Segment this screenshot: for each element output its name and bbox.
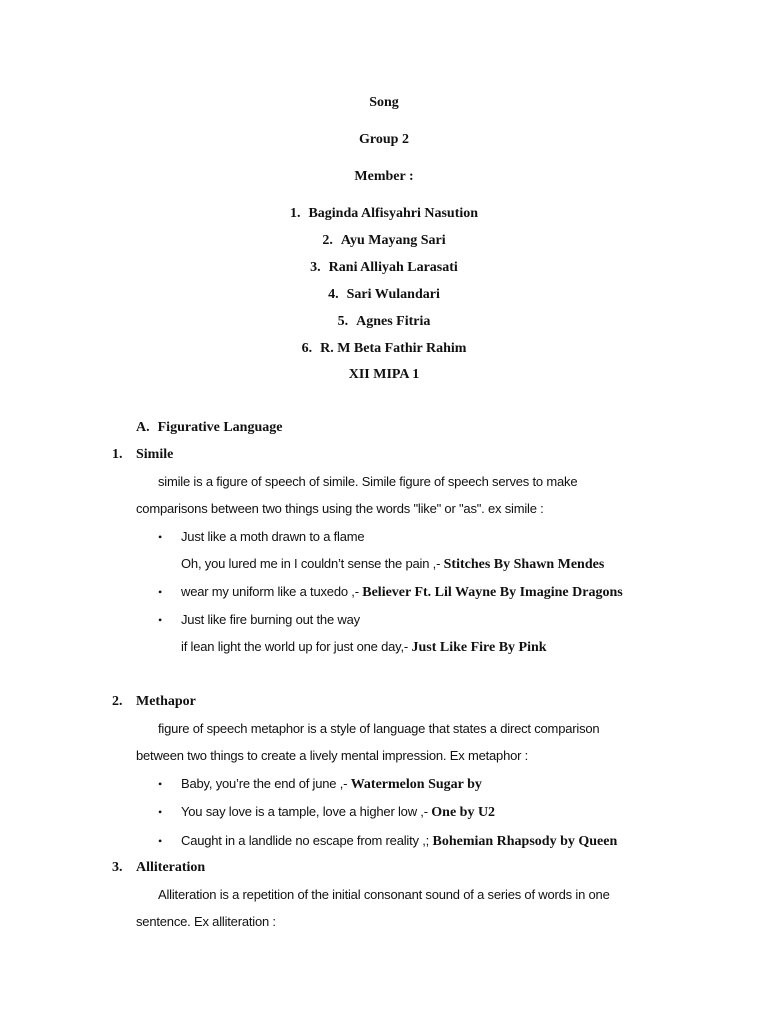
bullet-icon: • xyxy=(158,585,163,599)
member-number: 1. xyxy=(289,206,301,221)
lyric-text: wear my uniform like a tuxedo ,- xyxy=(181,584,363,599)
section-heading xyxy=(136,419,282,437)
bullet-icon: • xyxy=(158,613,163,627)
member-number: 6. xyxy=(301,341,313,356)
simile-example-1-line-1: Just like a moth drawn to a flame xyxy=(181,529,365,544)
bullet-icon: • xyxy=(158,530,163,544)
song-credit: Just Like Fire By Pink xyxy=(411,640,547,655)
subsection-title: Simile xyxy=(136,447,174,462)
subsection-number: 2. xyxy=(112,694,123,709)
simile-example-3-line-2 xyxy=(181,638,547,657)
subsection-heading-metaphor xyxy=(112,693,196,711)
song-credit: Watermelon Sugar by xyxy=(350,777,482,792)
lyric-text: Oh, you lured me in I couldn’t sense the pain ,- xyxy=(181,556,444,571)
metaphor-example-2 xyxy=(181,803,495,822)
lyric-text: if lean light the world up for just one day,- xyxy=(181,639,412,654)
member-item xyxy=(0,286,768,304)
member-name: Baginda Alfisyahri Nasution xyxy=(308,206,479,221)
song-credit: Stitches By Shawn Mendes xyxy=(443,557,605,572)
bullet-icon: • xyxy=(158,834,163,848)
member-name: Agnes Fitria xyxy=(356,314,431,329)
simile-desc-line-2: comparisons between two things using the words "like" or "as". ex simile : xyxy=(136,501,544,516)
lyric-text: Baby, you’re the end of june ,- xyxy=(181,776,351,791)
member-label: Member : xyxy=(354,169,414,184)
class-label: XII MIPA 1 xyxy=(348,367,420,382)
section-title: Figurative Language xyxy=(157,420,283,435)
member-item xyxy=(0,313,768,331)
member-item xyxy=(0,340,768,358)
member-number: 4. xyxy=(328,287,339,302)
song-credit: Believer Ft. Lil Wayne By Imagine Dragons xyxy=(362,585,623,600)
lyric-text: Caught in a landlide no escape from reality ,; xyxy=(181,833,433,848)
member-number: 3. xyxy=(310,260,321,275)
metaphor-example-3 xyxy=(181,832,617,851)
member-number: 5. xyxy=(337,314,349,329)
alliteration-desc-line-2: sentence. Ex alliteration : xyxy=(136,914,276,929)
member-name: Sari Wulandari xyxy=(346,287,440,302)
subsection-heading-alliteration xyxy=(112,859,205,877)
metaphor-example-1 xyxy=(181,775,482,794)
lyric-text: You say love is a tample, love a higher low ,- xyxy=(181,804,432,819)
member-name: Rani Alliyah Larasati xyxy=(328,260,458,275)
song-credit: One by U2 xyxy=(431,805,496,820)
simile-example-1-line-2 xyxy=(181,555,604,574)
member-item xyxy=(0,259,768,277)
section-letter: A. xyxy=(136,420,150,435)
member-number: 2. xyxy=(322,233,333,248)
simile-example-2 xyxy=(181,583,623,602)
member-item xyxy=(0,232,768,250)
alliteration-desc-line-1: Alliteration is a repetition of the initial consonant sound of a series of words in one xyxy=(158,887,610,902)
member-name: Ayu Mayang Sari xyxy=(340,233,446,248)
member-name: R. M Beta Fathir Rahim xyxy=(320,341,467,356)
subsection-title: Methapor xyxy=(136,694,196,709)
metaphor-desc-line-1: figure of speech metaphor is a style of language that states a direct comparison xyxy=(158,721,600,736)
metaphor-desc-line-2: between two things to create a lively mental impression. Ex metaphor : xyxy=(136,748,529,763)
member-item xyxy=(0,205,768,223)
bullet-icon: • xyxy=(158,777,163,791)
song-credit: Bohemian Rhapsody by Queen xyxy=(432,834,618,849)
simile-desc-line-1: simile is a figure of speech of simile. Simile figure of speech serves to make xyxy=(158,474,578,489)
subsection-title: Alliteration xyxy=(136,860,206,875)
subsection-number: 1. xyxy=(112,447,123,462)
group-label: Group 2 xyxy=(359,132,409,147)
subsection-number: 3. xyxy=(112,860,123,875)
bullet-icon: • xyxy=(158,805,163,819)
simile-example-3-line-1: Just like fire burning out the way xyxy=(181,612,360,627)
subsection-heading-simile xyxy=(112,446,173,464)
doc-title: Song xyxy=(369,95,399,110)
